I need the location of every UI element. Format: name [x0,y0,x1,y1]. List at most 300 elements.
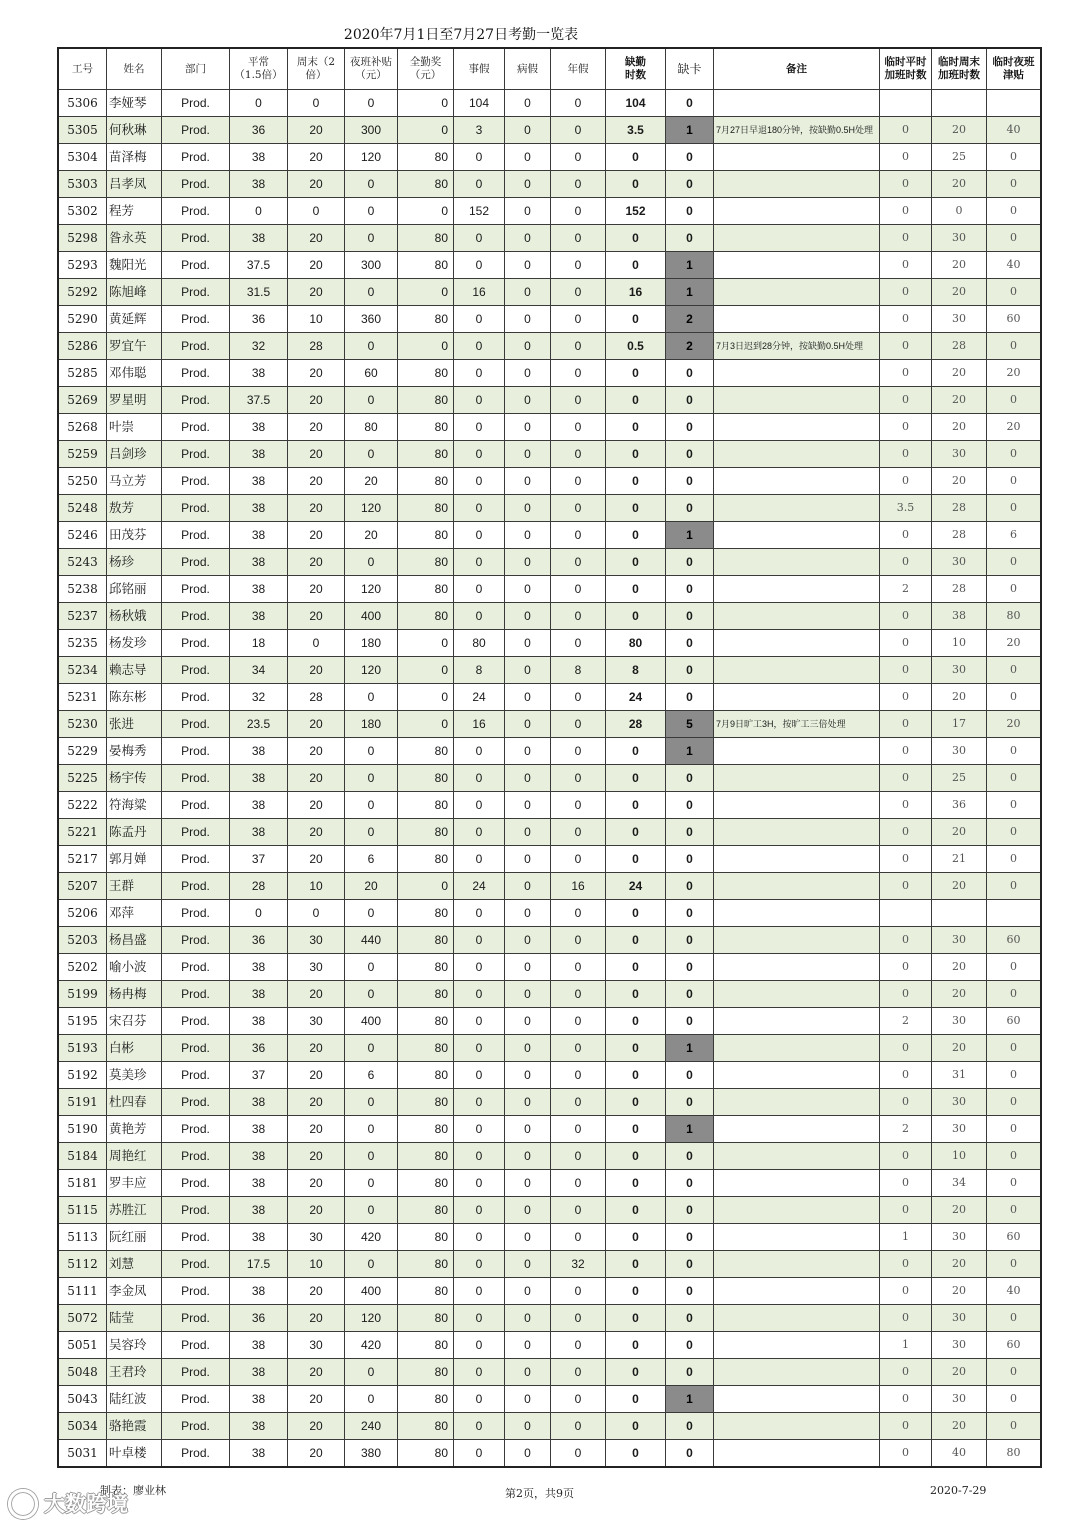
cell-night-allowance: 180 [345,630,398,657]
cell-absence-hours: 0 [606,1062,666,1089]
cell-id: 5207 [58,873,107,900]
cell-dept: Prod. [162,1197,230,1224]
cell-temp-weekday-ot: 0 [880,1170,932,1197]
cell-sick-leave: 0 [505,819,551,846]
cell-remarks: 7月27日早退180分钟，按缺勤0.5H处理 [714,117,880,144]
cell-annual-leave: 0 [551,711,606,738]
cell-name: 罗丰应 [107,1170,162,1197]
cell-personal-leave: 0 [454,414,505,441]
cell-id: 5195 [58,1008,107,1035]
cell-temp-night-allowance: 20 [987,360,1042,387]
cell-night-allowance: 20 [345,468,398,495]
cell-missing-punch: 0 [666,792,714,819]
cell-personal-leave: 0 [454,468,505,495]
cell-personal-leave: 24 [454,684,505,711]
cell-temp-night-allowance: 0 [987,792,1042,819]
cell-sick-leave: 0 [505,576,551,603]
cell-weekend-ot: 20 [288,522,345,549]
column-header-label: 夜班补贴 [350,56,392,68]
cell-temp-weekday-ot: 0 [880,1413,932,1440]
cell-temp-weekend-ot: 20 [932,1413,987,1440]
cell-weekend-ot: 20 [288,144,345,171]
column-header-temp-weekend-ot [932,48,987,90]
table-row [58,1386,1041,1413]
cell-temp-weekend-ot: 10 [932,1143,987,1170]
cell-absence-hours: 0 [606,1143,666,1170]
cell-annual-leave: 0 [551,1170,606,1197]
cell-full-attendance-bonus: 80 [398,576,454,603]
cell-absence-hours: 0 [606,1332,666,1359]
cell-name: 何秋琳 [107,117,162,144]
cell-full-attendance-bonus: 0 [398,198,454,225]
cell-absence-hours: 0 [606,954,666,981]
cell-dept: Prod. [162,684,230,711]
cell-sick-leave: 0 [505,225,551,252]
cell-missing-punch: 0 [666,1062,714,1089]
cell-temp-night-allowance: 0 [987,873,1042,900]
column-header-label: 平常 [248,56,269,68]
cell-missing-punch: 0 [666,981,714,1008]
table-row [58,387,1041,414]
cell-personal-leave: 0 [454,900,505,927]
cell-normal-ot: 36 [230,927,288,954]
cell-absence-hours: 24 [606,873,666,900]
cell-personal-leave: 16 [454,711,505,738]
cell-normal-ot: 38 [230,1008,288,1035]
cell-id: 5285 [58,360,107,387]
cell-normal-ot: 38 [230,738,288,765]
cell-missing-punch: 0 [666,144,714,171]
cell-personal-leave: 0 [454,1116,505,1143]
cell-remarks [714,90,880,117]
cell-id: 5303 [58,171,107,198]
cell-sick-leave: 0 [505,927,551,954]
cell-missing-punch: 0 [666,1170,714,1197]
cell-absence-hours: 0 [606,1278,666,1305]
cell-annual-leave: 0 [551,954,606,981]
cell-absence-hours: 0 [606,765,666,792]
cell-temp-weekday-ot: 0 [880,1251,932,1278]
cell-sick-leave: 0 [505,468,551,495]
cell-annual-leave: 0 [551,549,606,576]
cell-id: 5306 [58,90,107,117]
cell-annual-leave: 0 [551,1008,606,1035]
cell-annual-leave: 0 [551,387,606,414]
cell-temp-weekend-ot: 20 [932,981,987,1008]
cell-weekend-ot: 20 [288,657,345,684]
cell-temp-weekday-ot [880,90,932,117]
cell-temp-night-allowance: 0 [987,1116,1042,1143]
table-row [58,1089,1041,1116]
cell-normal-ot: 38 [230,1386,288,1413]
cell-temp-weekend-ot: 20 [932,873,987,900]
cell-id: 5031 [58,1440,107,1468]
cell-remarks [714,495,880,522]
cell-id: 5268 [58,414,107,441]
cell-weekend-ot: 20 [288,441,345,468]
cell-personal-leave: 0 [454,360,505,387]
cell-night-allowance: 0 [345,1197,398,1224]
cell-remarks [714,900,880,927]
cell-temp-weekend-ot: 25 [932,765,987,792]
cell-full-attendance-bonus: 80 [398,306,454,333]
column-header-label: 临时平时 [884,56,927,68]
cell-name: 阮红丽 [107,1224,162,1251]
cell-night-allowance: 0 [345,1386,398,1413]
cell-temp-night-allowance: 60 [987,927,1042,954]
cell-name: 黄艳芳 [107,1116,162,1143]
cell-id: 5298 [58,225,107,252]
table-row [58,1359,1041,1386]
table-row [58,522,1041,549]
cell-temp-weekend-ot: 34 [932,1170,987,1197]
cell-annual-leave: 0 [551,144,606,171]
cell-weekend-ot: 20 [288,171,345,198]
cell-absence-hours: 0 [606,846,666,873]
cell-full-attendance-bonus: 80 [398,954,454,981]
cell-dept: Prod. [162,981,230,1008]
cell-sick-leave: 0 [505,1089,551,1116]
cell-remarks [714,549,880,576]
cell-personal-leave: 0 [454,495,505,522]
cell-sick-leave: 0 [505,1143,551,1170]
cell-personal-leave: 0 [454,387,505,414]
cell-personal-leave: 8 [454,657,505,684]
cell-remarks [714,1116,880,1143]
cell-sick-leave: 0 [505,1359,551,1386]
cell-full-attendance-bonus: 80 [398,1278,454,1305]
cell-temp-night-allowance: 40 [987,252,1042,279]
cell-weekend-ot: 20 [288,576,345,603]
cell-temp-weekend-ot: 30 [932,306,987,333]
table-row [58,1008,1041,1035]
cell-dept: Prod. [162,1116,230,1143]
table-row [58,576,1041,603]
cell-normal-ot: 38 [230,1224,288,1251]
attendance-table [57,47,1042,1468]
cell-dept: Prod. [162,873,230,900]
cell-sick-leave: 0 [505,684,551,711]
cell-normal-ot: 0 [230,90,288,117]
cell-dept: Prod. [162,1224,230,1251]
cell-personal-leave: 0 [454,738,505,765]
cell-absence-hours: 0 [606,1413,666,1440]
cell-weekend-ot: 10 [288,1251,345,1278]
cell-remarks [714,360,880,387]
column-header-dept [162,48,230,90]
cell-temp-night-allowance: 0 [987,1359,1042,1386]
cell-annual-leave: 0 [551,333,606,360]
cell-dept: Prod. [162,927,230,954]
cell-night-allowance: 440 [345,927,398,954]
cell-sick-leave: 0 [505,1224,551,1251]
cell-normal-ot: 38 [230,1116,288,1143]
cell-dept: Prod. [162,657,230,684]
column-header-absence-hours [606,48,666,90]
column-header-label: 病假 [517,62,538,75]
cell-temp-weekday-ot: 1 [880,1332,932,1359]
cell-absence-hours: 0 [606,576,666,603]
cell-absence-hours: 0 [606,252,666,279]
cell-temp-weekend-ot [932,90,987,117]
cell-normal-ot: 38 [230,981,288,1008]
cell-sick-leave: 0 [505,1278,551,1305]
cell-absence-hours: 0 [606,792,666,819]
column-header-label: 倍） [305,69,327,81]
table-row [58,90,1041,117]
cell-missing-punch: 0 [666,954,714,981]
cell-absence-hours: 0 [606,1008,666,1035]
cell-name: 白彬 [107,1035,162,1062]
column-header-label: 周末（2 [296,56,336,68]
cell-id: 5238 [58,576,107,603]
cell-name: 杨冉梅 [107,981,162,1008]
cell-sick-leave: 0 [505,522,551,549]
cell-remarks [714,792,880,819]
cell-normal-ot: 37.5 [230,387,288,414]
cell-remarks [714,1035,880,1062]
cell-temp-weekday-ot: 2 [880,576,932,603]
cell-absence-hours: 104 [606,90,666,117]
cell-temp-weekday-ot: 3.5 [880,495,932,522]
cell-night-allowance: 0 [345,549,398,576]
table-row [58,1251,1041,1278]
cell-id: 5248 [58,495,107,522]
cell-absence-hours: 0 [606,1386,666,1413]
cell-weekend-ot: 20 [288,1278,345,1305]
cell-id: 5034 [58,1413,107,1440]
cell-night-allowance: 420 [345,1224,398,1251]
table-row [58,657,1041,684]
table-row [58,1440,1041,1468]
cell-personal-leave: 152 [454,198,505,225]
table-body [58,90,1041,1468]
cell-id: 5202 [58,954,107,981]
cell-full-attendance-bonus: 80 [398,792,454,819]
cell-temp-night-allowance: 0 [987,387,1042,414]
table-row [58,1035,1041,1062]
cell-missing-punch: 0 [666,630,714,657]
cell-full-attendance-bonus: 0 [398,711,454,738]
cell-name: 杜四春 [107,1089,162,1116]
cell-dept: Prod. [162,1386,230,1413]
cell-sick-leave: 0 [505,1332,551,1359]
cell-full-attendance-bonus: 80 [398,441,454,468]
cell-id: 5286 [58,333,107,360]
cell-normal-ot: 38 [230,1197,288,1224]
cell-normal-ot: 28 [230,873,288,900]
cell-personal-leave: 0 [454,1413,505,1440]
cell-temp-weekday-ot: 0 [880,306,932,333]
cell-annual-leave: 0 [551,1305,606,1332]
cell-missing-punch: 0 [666,1413,714,1440]
cell-temp-night-allowance: 0 [987,441,1042,468]
column-header-sick-leave [505,48,551,90]
cell-temp-weekend-ot: 20 [932,252,987,279]
cell-personal-leave: 0 [454,1359,505,1386]
table-row [58,198,1041,225]
cell-missing-punch: 2 [666,333,714,360]
cell-annual-leave: 0 [551,279,606,306]
cell-id: 5302 [58,198,107,225]
cell-missing-punch: 0 [666,657,714,684]
cell-remarks [714,630,880,657]
cell-absence-hours: 0 [606,1224,666,1251]
column-header-label: 部门 [185,62,206,75]
cell-missing-punch: 0 [666,576,714,603]
table-row [58,954,1041,981]
cell-annual-leave: 0 [551,171,606,198]
cell-weekend-ot: 20 [288,1143,345,1170]
cell-sick-leave: 0 [505,981,551,1008]
cell-id: 5181 [58,1170,107,1197]
cell-personal-leave: 3 [454,117,505,144]
column-header-normal-ot [230,48,288,90]
cell-missing-punch: 0 [666,414,714,441]
cell-missing-punch: 2 [666,306,714,333]
cell-normal-ot: 38 [230,1170,288,1197]
cell-absence-hours: 80 [606,630,666,657]
cell-remarks [714,1359,880,1386]
cell-remarks [714,225,880,252]
watermark-text: 大数跨境 [44,1492,128,1516]
cell-weekend-ot: 20 [288,1440,345,1468]
column-header-label: 临时夜班 [992,56,1035,68]
cell-dept: Prod. [162,333,230,360]
cell-temp-night-allowance: 80 [987,603,1042,630]
table-row [58,171,1041,198]
cell-sick-leave: 0 [505,387,551,414]
column-header-label: 备注 [786,62,807,75]
cell-missing-punch: 1 [666,1035,714,1062]
cell-dept: Prod. [162,1332,230,1359]
cell-missing-punch: 5 [666,711,714,738]
cell-name: 郭月婵 [107,846,162,873]
cell-name: 陆红波 [107,1386,162,1413]
cell-remarks [714,252,880,279]
cell-missing-punch: 0 [666,765,714,792]
table-row [58,711,1041,738]
cell-temp-night-allowance: 0 [987,1413,1042,1440]
cell-name: 魏阳光 [107,252,162,279]
cell-full-attendance-bonus: 80 [398,468,454,495]
cell-temp-night-allowance [987,900,1042,927]
cell-id: 5243 [58,549,107,576]
cell-sick-leave: 0 [505,711,551,738]
cell-absence-hours: 0 [606,1089,666,1116]
cell-night-allowance: 0 [345,279,398,306]
cell-personal-leave: 0 [454,1008,505,1035]
cell-missing-punch: 1 [666,738,714,765]
cell-remarks [714,819,880,846]
cell-personal-leave: 0 [454,441,505,468]
cell-id: 5072 [58,1305,107,1332]
cell-remarks [714,1251,880,1278]
cell-weekend-ot: 20 [288,468,345,495]
cell-full-attendance-bonus: 0 [398,279,454,306]
cell-weekend-ot: 20 [288,360,345,387]
cell-weekend-ot: 20 [288,711,345,738]
cell-annual-leave: 0 [551,1440,606,1468]
cell-weekend-ot: 20 [288,1170,345,1197]
cell-sick-leave: 0 [505,900,551,927]
cell-night-allowance: 80 [345,414,398,441]
cell-normal-ot: 38 [230,1143,288,1170]
cell-name: 骆艳霞 [107,1413,162,1440]
cell-personal-leave: 0 [454,954,505,981]
cell-remarks [714,738,880,765]
cell-temp-weekday-ot: 0 [880,1143,932,1170]
cell-sick-leave: 0 [505,1062,551,1089]
cell-annual-leave: 0 [551,252,606,279]
cell-annual-leave: 0 [551,1359,606,1386]
cell-night-allowance: 300 [345,252,398,279]
cell-annual-leave: 0 [551,1062,606,1089]
column-header-label: 工号 [72,62,93,75]
cell-temp-night-allowance: 20 [987,414,1042,441]
cell-normal-ot: 38 [230,171,288,198]
cell-id: 5229 [58,738,107,765]
cell-dept: Prod. [162,1062,230,1089]
cell-temp-weekday-ot: 0 [880,711,932,738]
cell-normal-ot: 38 [230,225,288,252]
cell-weekend-ot: 20 [288,603,345,630]
cell-id: 5203 [58,927,107,954]
cell-temp-weekend-ot: 20 [932,279,987,306]
cell-missing-punch: 0 [666,495,714,522]
cell-annual-leave: 0 [551,1197,606,1224]
cell-id: 5048 [58,1359,107,1386]
cell-temp-night-allowance: 20 [987,630,1042,657]
cell-temp-weekday-ot: 0 [880,873,932,900]
cell-missing-punch: 0 [666,1251,714,1278]
cell-full-attendance-bonus: 80 [398,738,454,765]
column-header-label: 缺卡 [677,61,702,76]
cell-name: 杨宇传 [107,765,162,792]
cell-night-allowance: 0 [345,1116,398,1143]
cell-weekend-ot: 28 [288,684,345,711]
cell-weekend-ot: 20 [288,252,345,279]
column-header-weekend-ot [288,48,345,90]
cell-missing-punch: 0 [666,1440,714,1468]
cell-temp-night-allowance: 0 [987,1035,1042,1062]
cell-normal-ot: 36 [230,1035,288,1062]
cell-remarks [714,198,880,225]
cell-id: 5250 [58,468,107,495]
cell-sick-leave: 0 [505,360,551,387]
cell-weekend-ot: 30 [288,1008,345,1035]
table-row [58,1197,1041,1224]
cell-name: 王君玲 [107,1359,162,1386]
cell-personal-leave: 0 [454,765,505,792]
cell-full-attendance-bonus: 80 [398,1089,454,1116]
cell-night-allowance: 300 [345,117,398,144]
cell-remarks [714,1332,880,1359]
cell-dept: Prod. [162,1035,230,1062]
cell-temp-night-allowance: 0 [987,171,1042,198]
cell-temp-weekday-ot: 0 [880,1278,932,1305]
cell-dept: Prod. [162,198,230,225]
cell-dept: Prod. [162,603,230,630]
cell-temp-weekday-ot: 0 [880,279,932,306]
cell-normal-ot: 36 [230,117,288,144]
cell-annual-leave: 16 [551,873,606,900]
cell-temp-night-allowance: 6 [987,522,1042,549]
cell-id: 5235 [58,630,107,657]
cell-weekend-ot: 20 [288,225,345,252]
cell-temp-weekend-ot: 31 [932,1062,987,1089]
cell-missing-punch: 0 [666,927,714,954]
